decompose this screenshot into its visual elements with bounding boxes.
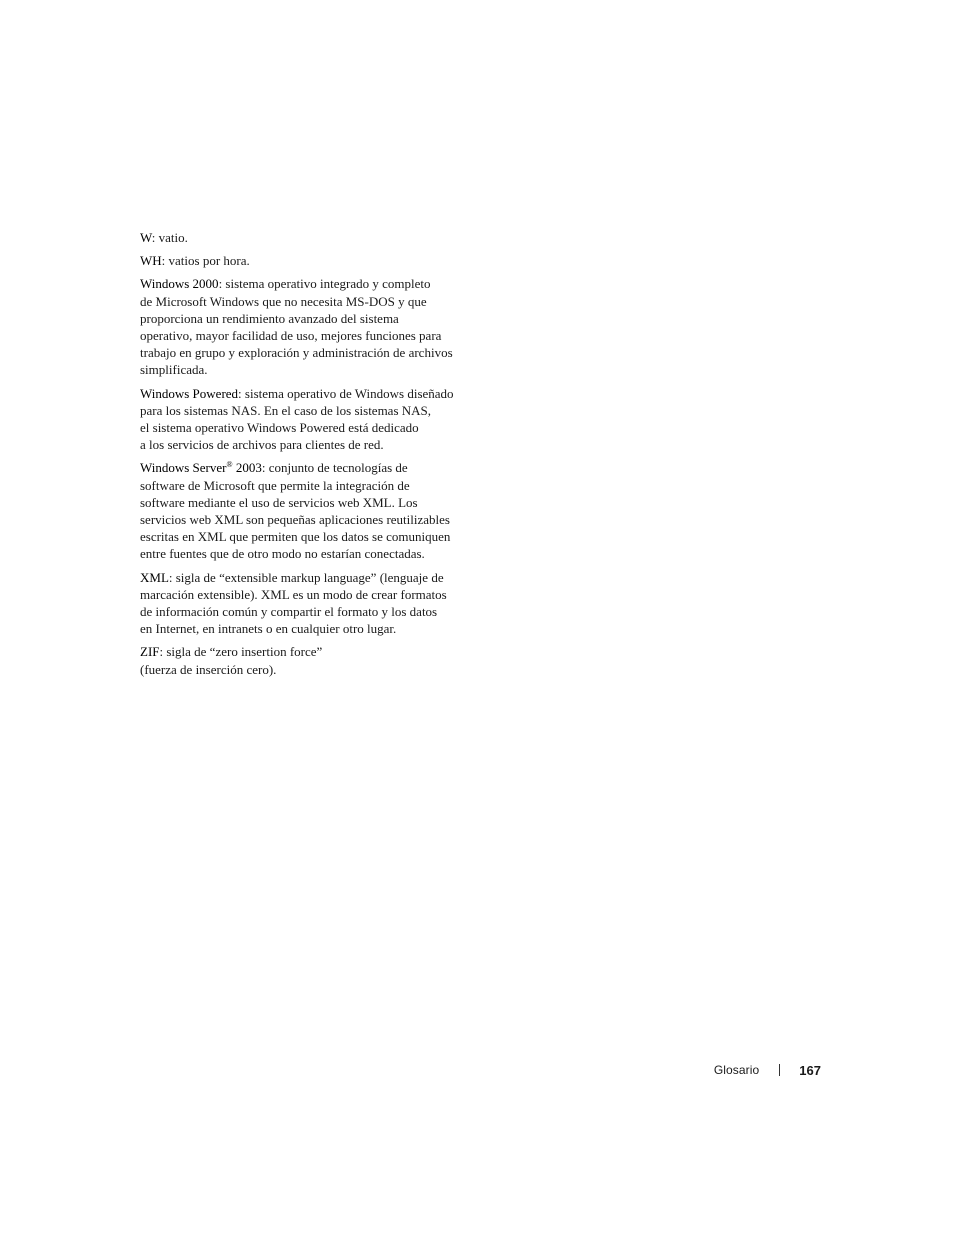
glossary-entry-xml — [140, 569, 485, 638]
glossary-definition: : conjunto de tecnologías de — [261, 460, 408, 476]
glossary-definition-line: para los sistemas NAS. En el caso de los sistemas NAS, — [140, 402, 432, 418]
glossary-definition-line: marcación extensible). XML es un modo de crear formatos — [140, 586, 447, 602]
glossary-definition-line: software de Microsoft que permite la integración de — [140, 477, 410, 493]
glossary-definition-line: el sistema operativo Windows Powered está dedicado — [140, 420, 419, 436]
footer-section-title: Glosario — [713, 1063, 760, 1077]
glossary-definition-line: operativo, mayor facilidad de uso, mejores funciones para — [140, 328, 442, 344]
glossary-definition-line: software mediante el uso de servicios web XML. Los — [140, 494, 418, 510]
glossary-term: ZIF — [140, 644, 160, 660]
glossary-definition-line: a los servicios de archivos para clientes de red. — [140, 437, 384, 453]
glossary-term: Windows 2000 — [140, 276, 219, 292]
glossary-entries — [140, 229, 485, 684]
glossary-term: W — [140, 230, 152, 245]
glossary-term: Windows Server® 2003 — [140, 460, 262, 476]
glossary-definition: : vatios por hora. — [161, 253, 250, 269]
glossary-entry-w — [140, 229, 485, 246]
glossary-definition: : sigla de “zero insertion force” — [159, 644, 323, 660]
glossary-definition-line: de información común y compartir el formato y los datos — [140, 604, 438, 620]
glossary-entry-windows-server-2003 — [140, 459, 485, 562]
glossary-definition-line: de Microsoft Windows que no necesita MS-DOS y que — [140, 293, 427, 309]
glossary-entry-zif — [140, 643, 485, 677]
glossary-term: XML — [140, 569, 169, 585]
glossary-term: Windows Powered — [140, 385, 239, 401]
page-footer — [714, 1061, 821, 1079]
glossary-definition-line: trabajo en grupo y exploración y administración de archivos — [140, 345, 453, 361]
glossary-definition-line: en Internet, en intranets o en cualquier otro lugar. — [140, 621, 397, 637]
glossary-entry-windows-2000 — [140, 275, 485, 378]
glossary-definition: : sistema operativo de Windows diseñado — [238, 385, 454, 401]
glossary-definition-line: proporciona un rendimiento avanzado del sistema — [140, 310, 399, 326]
glossary-definition-line: servicios web XML son pequeñas aplicaciones reutilizables — [140, 512, 450, 528]
glossary-definition-line: escritas en XML que permiten que los datos se comuniquen — [140, 529, 451, 545]
glossary-definition: : vatio. — [151, 230, 188, 245]
glossary-term: WH — [140, 253, 162, 269]
glossary-definition: : sigla de “extensible markup language” (lenguaje de — [168, 569, 444, 585]
glossary-definition-line: entre fuentes que de otro modo no estarían conectadas. — [140, 546, 425, 562]
glossary-definition-line: (fuerza de inserción cero). — [140, 661, 277, 677]
glossary-definition: : sistema operativo integrado y completo — [218, 276, 431, 292]
page-number: 167 — [799, 1062, 821, 1078]
registered-mark: ® — [226, 460, 233, 470]
glossary-entry-wh — [140, 252, 485, 269]
footer-separator — [779, 1064, 780, 1076]
glossary-definition-line: simplificada. — [140, 362, 208, 378]
glossary-entry-windows-powered — [140, 385, 485, 454]
